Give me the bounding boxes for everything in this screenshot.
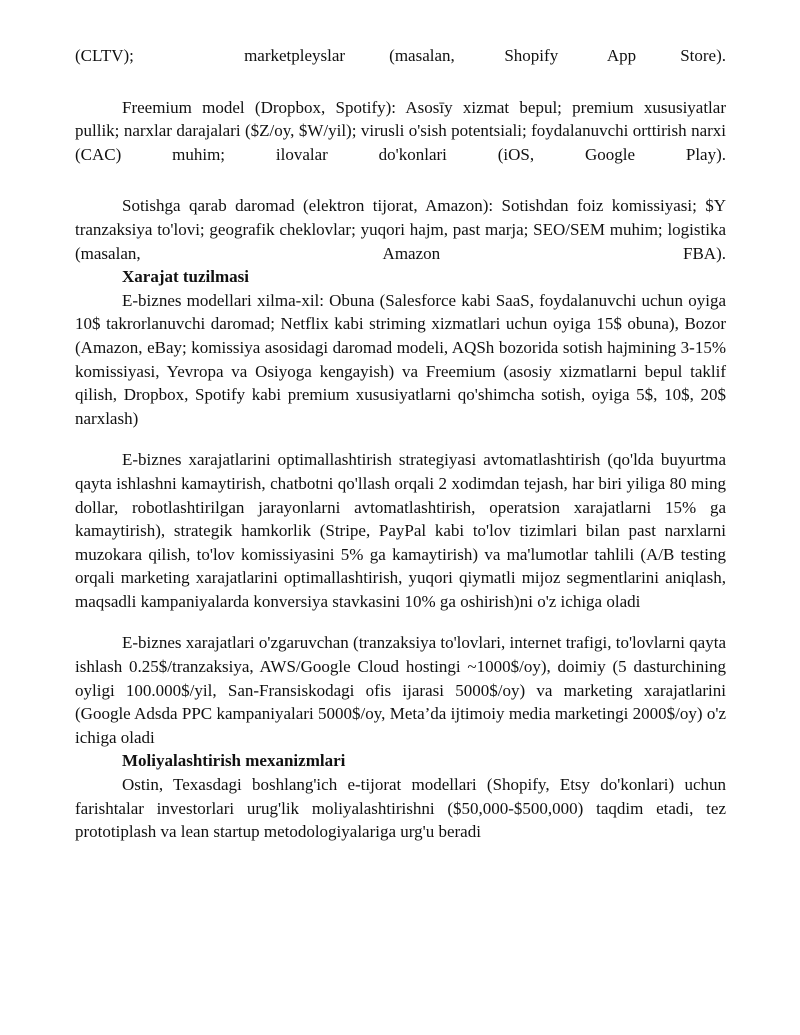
paragraph-angel-investors: Ostin, Texasdagi boshlang'ich e-tijorat modellari (Shopify, Etsy do'konlari) uchun farishtalar investorlari urug'lik moliyalashtirishni ($50,000-$500,000) taqdim etadi, tez prototiplash va lean startup metodologiyalariga urg'u beradi bbox=[75, 775, 726, 842]
heading-financing-mechanisms: Moliyalashtirish mexanizmlari bbox=[122, 751, 346, 771]
paragraph-cost-optimization: E-biznes xarajatlarini optimallashtirish strategiyasi avtomatlashtirish (qo'lda buyurtma qayta ishlashni kamaytirish, chatbotni qo'llash orqali 2 xodimdan tejash, har biri yiliga 80 ming dollar, robotlashtirilgan jarayonlarni avtomatlashtirish, operatsion xarajatlarni 15% ga kamaytirish), strategik hamkorlik (Stripe, PayPal kabi to'lov tizimlari bilan past narxlarni muzokara qilish, to'lov komissiyasini 5% ga kamaytirish) va ma'lumotlar tahlili (A/B testing orqali marketing xarajatlarini optimallashtirish, yuqori qiymatli mijoz segmentlarini aniqlash, maqsadli kampaniyalarda konversiya stavkasini 10% ga oshirish)ni o'z ichiga oladi bbox=[75, 450, 726, 611]
heading-cost-structure: Xarajat tuzilmasi bbox=[122, 267, 250, 287]
paragraph-freemium-model: Freemium model (Dropbox, Spotify): Asosīy xizmat bepul; premium xususiyatlar pullik; narxlar darajalari ($Z/oy, $W/yil); virusli o'sish potentsiali; foydalanuvchi orttirish narxi (CAC) muhim; ilovalar do'konlari (iOS, Google Play). bbox=[75, 97, 726, 164]
paragraph-ebusiness-models: E-biznes modellari xilma-xil: Obuna (Salesforce kabi SaaS, foydalanuvchi uchun oyiga 10$ takrorlanuvchi daromad; Netflix kabi striming xizmatlari uchun oyiga 15$ obuna), Bozor (Amazon, eBay; komissiya asosidagi daromad modeli, AQSh bozorida sotish hajmining 3-15% komissiyasi, Yevropa va Osiyoga kengayish) va Freemium (asosiy xizmatlarni bepul taklif qilish, Dropbox, Spotify kabi premium xususiyatlarni qo'shimcha sotish, oyiga 5$, 10$, 20$ narxlash) bbox=[75, 290, 726, 428]
paragraph-cltv-marketplaces: (CLTV); marketpleyslar (masalan, Shopify App Store). bbox=[75, 46, 726, 65]
document-page bbox=[75, 44, 726, 844]
paragraph-sales-revenue: Sotishga qarab daromad (elektron tijorat, Amazon): Sotishdan foiz komissiyasi; $Y tranzaksiya to'lovi; geografik cheklovlar; yuqori hajm, past marja; SEO/SEM muhim; logistika (masalan, Amazon FBA). bbox=[75, 196, 726, 263]
paragraph-cost-types: E-biznes xarajatlari o'zgaruvchan (tranzaksiya to'lovlari, internet trafigi, to'lovlarni qayta ishlash 0.25$/tranzaksiya, AWS/Google Cloud hostingi ~1000$/oy), doimiy (5 dasturchining oyligi 100.000$/yil, San-Fransiskodagi ofis ijarasi 5000$/oy) va marketing xarajatlarini (Google Adsda PPC kampaniyalari 5000$/oy, Meta’da ijtimoiy media marketingi 2000$/oy) o'z ichiga oladi bbox=[75, 633, 726, 747]
